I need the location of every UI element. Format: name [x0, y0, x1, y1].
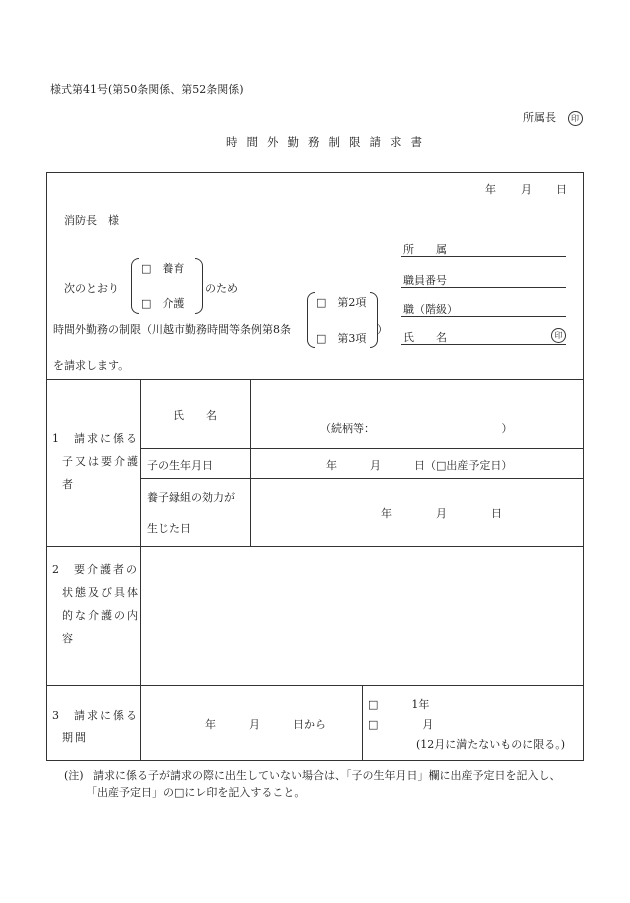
clause-option-2[interactable]: □ 第2項	[316, 296, 367, 309]
request-text: を請求します。	[53, 359, 130, 372]
divider-label-column	[140, 379, 141, 761]
s1-birth-input[interactable]: 年 月 日（□出産予定日）	[326, 459, 513, 472]
limit-text: 時間外勤務の制限（川越市勤務時間等条例第8条	[53, 323, 291, 336]
s1-adoption-label-2: 生じた日	[147, 522, 191, 535]
reason-option-nursing[interactable]: □ 介護	[141, 297, 185, 310]
reason-prefix: 次のとおり	[64, 282, 119, 295]
divider-s1-column	[250, 379, 251, 547]
divider-s2-end	[46, 685, 584, 686]
s3-option-note: (12月に満たないものに限る。)	[416, 738, 566, 751]
reason-option-care[interactable]: □ 養育	[141, 262, 185, 275]
divider-s1-end	[46, 546, 584, 547]
divider-s1-row2	[140, 478, 584, 479]
divider-s3-column	[362, 685, 363, 761]
divider-header-end	[46, 379, 584, 380]
s2-label-line4: 容	[62, 632, 75, 645]
reason-brace-right	[195, 258, 203, 314]
s2-label-line1: 2 要介護者の	[52, 563, 139, 576]
approver-label-text: 所属長	[523, 111, 556, 124]
date-month: 月	[521, 183, 532, 196]
note-prefix: (注)	[64, 769, 84, 782]
date-year: 年	[485, 183, 496, 196]
form-title: 時間外勤務制限請求書	[226, 135, 431, 149]
clause-option-3[interactable]: □ 第3項	[316, 332, 367, 345]
clause-brace-left	[307, 292, 315, 348]
field-position-input[interactable]	[401, 316, 566, 317]
reason-suffix: のため	[205, 282, 238, 295]
s1-label-line2: 子又は要介護	[62, 455, 140, 468]
field-name-input[interactable]	[401, 344, 566, 345]
form-number: 様式第41号(第50条関係、第52条関係)	[50, 83, 244, 96]
field-affiliation-input[interactable]	[401, 256, 566, 257]
field-name-label: 氏 名	[403, 331, 447, 344]
table-border-left	[46, 172, 47, 761]
note-line1: 請求に係る子が請求の際に出生していない場合は、「子の生年月日」欄に出産予定日を記入し、	[93, 769, 561, 782]
seal-icon: 印	[568, 111, 583, 126]
s1-adoption-input[interactable]: 年 月 日	[381, 507, 502, 520]
s3-option-1year[interactable]: □ 1年	[368, 698, 430, 711]
applicant-seal-icon: 印	[551, 328, 566, 343]
table-border-bottom	[46, 760, 584, 761]
s2-label-line3: 的な介護の内	[62, 609, 140, 622]
s3-from-input[interactable]: 年 月 日から	[205, 718, 326, 731]
s2-content-area[interactable]	[145, 552, 575, 678]
field-position-label: 職（階級）	[403, 303, 458, 316]
date-day: 日	[556, 183, 567, 196]
s1-label-line1: 1 請求に係る	[52, 432, 139, 445]
s1-name-label: 氏 名	[173, 409, 217, 422]
clause-brace-right	[370, 292, 378, 348]
field-staff-number-input[interactable]	[401, 287, 566, 288]
s1-birth-label: 子の生年月日	[147, 459, 213, 472]
s3-option-months[interactable]: □ 月	[368, 718, 434, 731]
reason-brace-left	[131, 258, 139, 314]
close-paren: ）	[377, 323, 388, 336]
s3-label-line1: 3 請求に係る	[52, 709, 139, 722]
field-affiliation-label: 所 属	[403, 243, 447, 256]
table-border-top	[46, 172, 584, 173]
s3-label-line2: 期間	[62, 731, 88, 744]
addressee: 消防長 様	[64, 214, 119, 227]
approver-label	[523, 109, 583, 126]
s1-relationship-input[interactable]: （続柄等： ）	[320, 422, 513, 435]
s2-label-line2: 状態及び具体	[62, 586, 140, 599]
table-border-right	[583, 172, 584, 761]
s1-adoption-label-1: 養子縁組の効力が	[147, 491, 235, 504]
note-line2: 「出産予定日」の□にレ印を記入すること。	[86, 786, 306, 799]
s1-label-line3: 者	[62, 478, 75, 491]
field-staff-number-label: 職員番号	[403, 274, 447, 287]
divider-s1-row1	[140, 448, 584, 449]
